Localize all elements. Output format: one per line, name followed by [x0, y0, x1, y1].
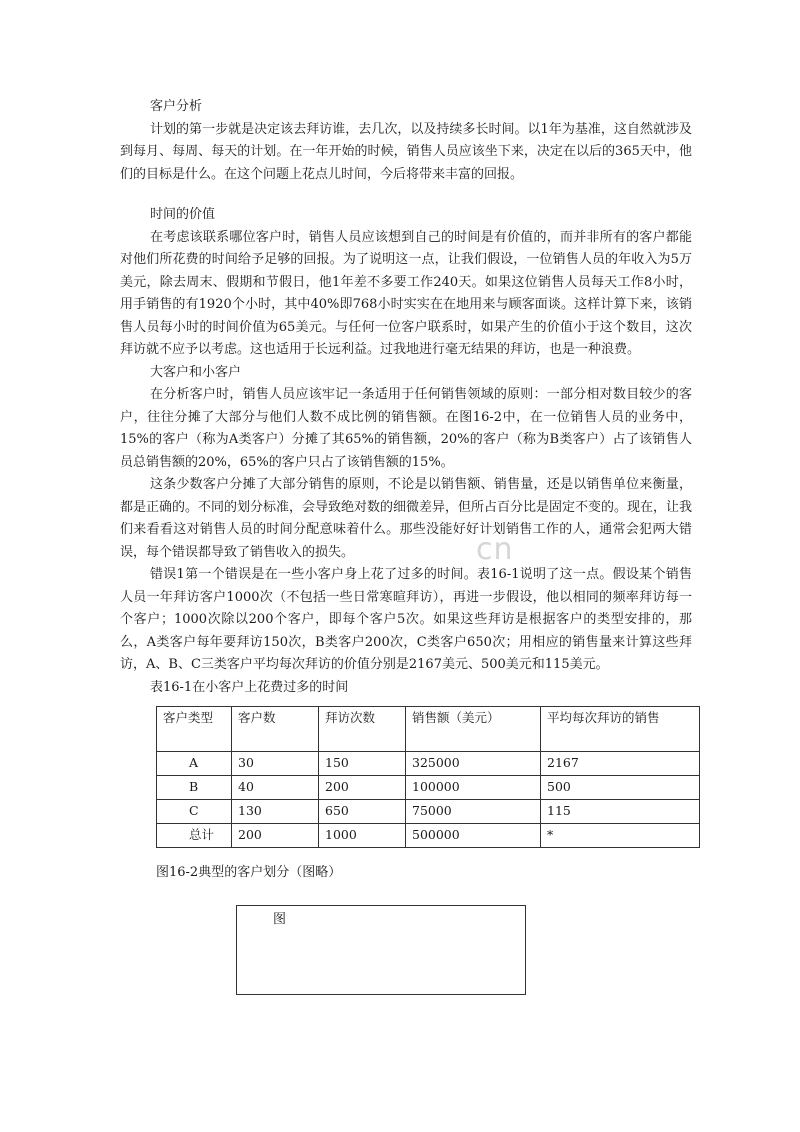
- header-avg-sales-per-visit: 平均每次拜访的销售: [541, 707, 700, 752]
- cell-count: 40: [232, 776, 319, 800]
- cell-avg: 500: [541, 776, 700, 800]
- table-header-row: [157, 707, 700, 752]
- cell-count: 30: [232, 752, 319, 776]
- cell-visits: 650: [319, 800, 406, 824]
- figure-placeholder-box: [236, 905, 526, 995]
- cell-count: 130: [232, 800, 319, 824]
- cell-sales: 75000: [406, 800, 541, 824]
- cell-type: 总计: [157, 824, 232, 848]
- document-body: [120, 96, 692, 701]
- cell-sales: 500000: [406, 824, 541, 848]
- header-customer-type: 客户类型: [157, 707, 232, 752]
- cell-type: C: [157, 800, 232, 824]
- table-row: [157, 800, 700, 824]
- header-visit-count: 拜访次数: [319, 707, 406, 752]
- cell-avg: 2167: [541, 752, 700, 776]
- table-row: [157, 752, 700, 776]
- table-total-row: [157, 824, 700, 848]
- paragraph-principle-explained: 这条少数客户分摊了大部分销售的原则，不论是以销售额、销售量，还是以销售单位来衡量，都是正确的。不同的划分标准，会导致绝对数的细微差异，但所占百分比是固定不变的。现在，让我们来看看这对销售人员的时间分配意味着什么。那些没能好好计划销售工作的人，通常会犯两大错误，每个错误都导致了销售收入的损失。: [120, 477, 693, 560]
- cell-avg: 115: [541, 800, 700, 824]
- watermark: cn: [476, 532, 514, 567]
- cell-sales: 100000: [406, 776, 541, 800]
- figure-caption: 图16-2典型的客户划分（图略）: [156, 865, 342, 880]
- paragraph-planning: 计划的第一步就是决定该去拜访谁，去几次，以及持续多长时间。以1年为基准，这自然就涉及到每月、每周、每天的计划。在一年开始的时候，销售人员应该坐下来，决定在以后的365天中，他们的目标是什么。在这个问题上花点儿时间，今后将带来丰富的回报。: [120, 121, 692, 182]
- cell-count: 200: [232, 824, 319, 848]
- customer-time-table: [156, 706, 700, 848]
- cell-type: B: [157, 776, 232, 800]
- section-title-customer-analysis: 客户分析: [150, 99, 203, 114]
- paragraph-error-1: 错误1第一个错误是在一些小客户身上花了过多的时间。表16-1说明了这一点。假设某个销售人员一年拜访客户1000次（不包括一些日常寒暄拜访），再进一步假设，他以相同的频率拜访每一个客户；1000次除以200个客户，即每个客户5次。如果这些拜访是根据客户的类型安排的，那么，A类客户每年要拜访150次，B类客户200次，C类客户650次；用相应的销售量来计算这些拜访，A、B、C三类客户平均每次拜访的价值分别是2167美元、500美元和115美元。: [120, 567, 692, 672]
- table-row: [157, 776, 700, 800]
- table-caption: 表16-1在小客户上花费过多的时间: [150, 679, 349, 695]
- cell-sales: 325000: [406, 752, 541, 776]
- cell-visits: 1000: [319, 824, 406, 848]
- section-title-time-value: 时间的价值: [150, 207, 216, 222]
- figure-placeholder-label: 图: [273, 912, 287, 927]
- cell-visits: 150: [319, 752, 406, 776]
- section-title-big-small-customers: 大客户和小客户: [150, 364, 242, 380]
- paragraph-customer-principle: 在分析客户时，销售人员应该牢记一条适用于任何销售领域的原则：一部分相对数目较少的客户，往往分摊了大部分与他们人数不成比例的销售额。在图16-2中，在一位销售人员的业务中，15%的客户（称为A类客户）分摊了其65%的销售额，20%的客户（称为B类客户）占了该销售人员总销售额的20%，65%的客户只占了该销售额的15%。: [120, 387, 692, 470]
- header-customer-count: 客户数: [232, 707, 319, 752]
- header-sales: 销售额（美元）: [406, 707, 541, 752]
- paragraph-time-value: 在考虑该联系哪位客户时，销售人员应该想到自己的时间是有价值的，而并非所有的客户都能对他们所花费的时间给予足够的回报。为了说明这一点，让我们假设，一位销售人员的年收入为5万美元，除去周末、假期和节假日，他1年差不多要工作240天。如果这位销售人员每天工作8小时，用手销售的有1920个小时，其中40%即768小时实实在在地用来与顾客面谈。这样计算下来，该销售人员每小时的时间价值为65美元。与任何一位客户联系时，如果产生的价值小于这个数目，这次拜访就不应予以考虑。这也适用于长远利益。过我地进行毫无结果的拜访，也是一种浪费。: [120, 229, 692, 357]
- cell-visits: 200: [319, 776, 406, 800]
- cell-type: A: [157, 752, 232, 776]
- cell-avg: *: [541, 824, 700, 848]
